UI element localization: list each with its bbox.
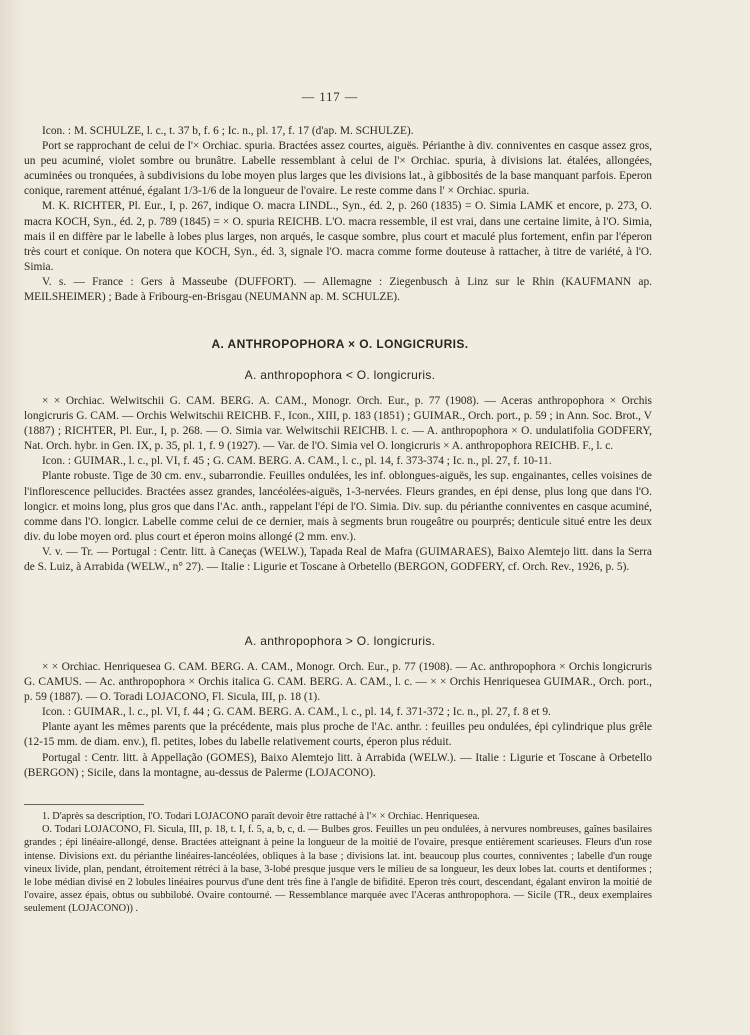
synonymy-paragraph: × × Orchiac. Welwitschii G. CAM. BERG. A. CAM., Monogr. Orch. Eur., p. 77 (1908). — Aceras anthropophora × Orchis longicruris G. CAM. — Orchis Welwitschii REICHB. F., Icon., XIII, p. 183 (1851) ; GUIMAR., Orch. port., p. 59 ; in Ann. Soc. Brot., V (1887) ; RICHTER, Pl. Eur., I, p. 268. — O. Simia var. Welwitschii REICHB. l. c. — A. anthropophora × O. undulatifolia GODFERY, Nat. Orch. hybr. in Gen. IX, p. 35, pl. 1, f. 9 (1927). — Var. de l'O. Simia vel O. longicruris × A. anthropophora REICHB. F., l. c. xyxy=(24,395,652,453)
description-paragraph: Plante ayant les mêmes parents que la précédente, mais plus proche de l'Ac. anthr. : feuilles peu ondulées, épi cylindrique plus grêle (12-15 mm. de diam. env.), fl. petites, lobes du labelle relativement courts, éperon plus réduit. xyxy=(24,721,652,749)
richter-paragraph: M. K. RICHTER, Pl. Eur., I, p. 267, indique O. macra LINDL., Syn., éd. 2, p. 260 (1835) = O. Simia LAMK et encore, p. 273, O. macra KOCH, Syn., éd. 2, p. 789 (1845) = × O. spuria REICHB. L'O. macra ressemble, il est vrai, dans une certaine limite, à l'O. Simia, mais il en diffère par le labelle à lobes plus larges, non arqués, le casque sombre, plus court et maculé plus fortement, enfin par l'éperon très court et conique. On notera que KOCH, Syn., éd. 3, signale l'O. macra comme forme douteuse à rattacher, à titre de variété, à l'O. Simia. xyxy=(24,200,652,273)
footnote-rule xyxy=(24,804,144,805)
description-paragraph: Port se rapprochant de celui de l'× Orchiac. spuria. Bractées assez courtes, aiguës. Périanthe à div. conniventes en casque assez gros, un peu acuminé, violet sombre ou brunâtre. Labelle ressemblant à celui de l'× Orchiac. spuria, à divisions lat. étalées, allongées, acuminées ou tronquées, à subdivisions du lobe moyen plus larges que les divisions lat., à gibbosités de la base manquant parfois. Eperon conique, rarement atténué, égalant 1/3-1/6 de la longueur de l'ovaire. Le reste comme dans l' × Orchiac. spuria. xyxy=(24,140,652,198)
subheading-1: A. anthropophora < O. longicruris. xyxy=(244,368,436,382)
synonymy-paragraph: × × Orchiac. Henriquesea G. CAM. BERG. A. CAM., Monogr. Orch. Eur., p. 77 (1908). — Ac. anthropophora × Orchis longicruris G. CAMUS. — Ac. anthropophora × Orchis italica G. CAM. BERG. A. CAM., l. c. — × × Orchis Henriquesea GUIMAR., Orch. port., p. 59 (1887). — O. Toradi LOJACONO, Fl. Sicula, III, p. 18 (1). xyxy=(24,661,652,704)
description-paragraph: Plante robuste. Tige de 30 cm. env., subarrondie. Feuilles ondulées, les inf. oblongues-aiguës, les sup. engainantes, celles voisines de l'inflorescence pellucides. Bractées assez grandes, lancéolées-aiguës, 1-3-nervées. Fleurs grandes, en épi dense, plus long que dans l'O. longicr. et moins long, plus gros que dans l'Ac. anth., rappelant l'épi de l'O. Simia. Div. sup. du périanthe conniventes en casque acuminé, comme dans l'O. longicr. Labelle comme celui de ce dernier, mais à segments brun rougeâtre ou pourprés; denticule situé entre les deux div. du lobe moyen ord. plus court et éperon moins allongé (2 mm. env.). xyxy=(24,470,652,543)
icon-reference: Icon. : M. SCHULZE, l. c., t. 37 b, f. 6 ; Ic. n., pl. 17, f. 17 (d'ap. M. SCHULZE). xyxy=(42,125,414,137)
section-top xyxy=(24,124,652,305)
footnote-2: O. Todari LOJACONO, Fl. Sicula, III, p. 18, t. I, f. 5, a, b, c, d. — Bulbes gros. Feuilles un peu ondulées, à nervures nombreuses, gaînes basilaires grandes ; épi linéaire-allongé, dense. Bractées atteignant à peine la longueur de la moitié de l'ovaire, presque entièrement scarieuses. Fleurs d'un rose intense. Divisions ext. du périanthe linéaires-lancéolées, obliques à la base ; divisions lat. int. beaucoup plus courtes, conniventes ; labelle d'un rouge vineux livide, plan, pendant, étroitement rétréci à la base, 3-lobé presque jusque vers le milieu de sa longueur, les deux lobes lat. courts et dentiformes ; le lobe médian divisé en 2 lobules linéaires pourvus d'une dent très fine à l'angle de bifidité. Eperon très court, descendant, égalant environ la moitié de l'ovaire, assez épais, obtus ou subbilobé. Ovaire contourné. — Ressemblance marquée avec l'Aceras anthropophora. — Sicile (TR., deux exemplaires seulement (LOJACONO)) . xyxy=(24,824,652,915)
icon-reference: Icon. : GUIMAR., l. c., pl. VI, f. 45 ; G. CAM. BERG. A. CAM., l. c., pl. 14, f. 373-374 ; Ic. n., pl. 27, f. 10-11. xyxy=(42,455,552,468)
section-sub2 xyxy=(24,660,652,781)
localities-paragraph: V. s. — France : Gers à Masseube (DUFFORT). — Allemagne : Ziegenbusch à Linz sur le Rhin (KAUFMANN ap. MEILSHEIMER) ; Bade à Fribourg-en-Brisgau (NEUMANN ap. M. SCHULZE). xyxy=(24,275,652,304)
page-number: — 117 — xyxy=(301,90,359,104)
footnotes xyxy=(24,810,652,916)
subheading-2: A. anthropophora > O. longicruris. xyxy=(244,634,436,648)
icon-reference: Icon. : GUIMAR., l. c., pl. VI, f. 44 ; G. CAM. BERG. A. CAM., l. c., pl. 14, f. 371-372 ; Ic. n., pl. 27, f. 8 et 9. xyxy=(42,706,551,719)
footnote-1: 1. D'après sa description, l'O. Todari LOJACONO paraît devoir être rattaché à l'× × Orchiac. Henriquesea. xyxy=(42,811,480,822)
section-sub1 xyxy=(24,394,652,575)
localities-paragraph: V. v. — Tr. — Portugal : Centr. litt. à Caneças (WELW.), Tapada Real de Mafra (GUIMARAES), Baixo Alemtejo litt. dans la Serra de S. Luiz, à Arrabida (WELW., n° 27). — Italie : Ligurie et Toscane à Orbetello (BERGON, GODFERY, cf. Orch. Rev., 1926, p. 5). xyxy=(24,545,652,574)
main-heading: A. ANTHROPOPHORA × O. LONGICRURIS. xyxy=(211,337,469,351)
localities-paragraph: Portugal : Centr. litt. à Appellação (GOMES), Baixo Alemtejo litt. à Arrabida (WELW.). — Italie : Ligurie et Toscane à Orbetello (BERGON) ; Sicile, dans la montagne, au-dessus de Palerme (LOJACONO). xyxy=(24,751,652,779)
